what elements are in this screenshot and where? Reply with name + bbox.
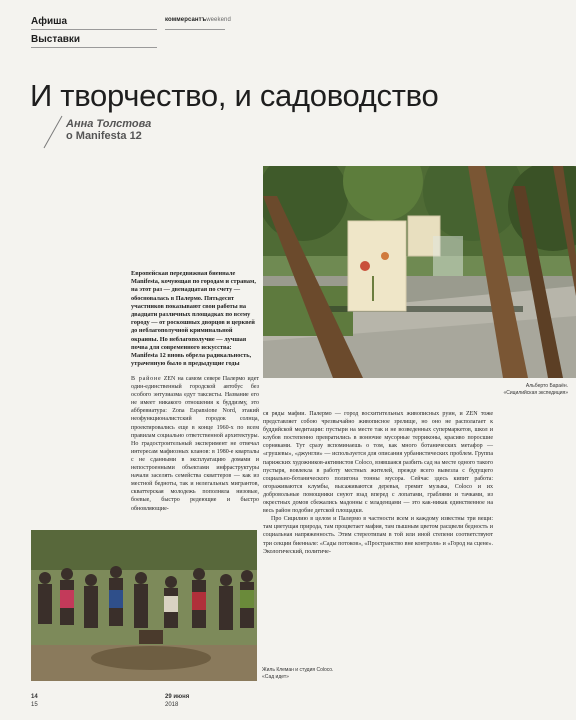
issue-year: 2018 — [165, 702, 179, 708]
body-paragraph: ся ряды мафии. Палермо — город восхитительных живописных руин, и ZEN тоже представляет собою чрезвычайно живописное зрелище, но оно не располагает к буддийской медитации: пустыри на месте так и не возведенных супермаркетов, школ и клубов постепенно превратились в вонючие мусорные терриконы, красиво поросшие сорняками. Тут сразу вспоминаешь о том, как много ботанических метафор — «грушевы», «джунгли» — используется для описания урбанистических проблем. Группа парижских художников-активистов Coloco, взявшаяся разбить сад на месте одного такого пустыря, вовлекла в работу местных жителей, прежде всего вывезла с будущего социально-ботанического полигона тонны мусора. Сейчас здесь кипит работа: огораживаются клумбы, высаживаются деревья, гремит музыка, Coloco и их добровольные помощники снуют взад вперед с лопатами, граблями и тачками, из окрестных домов сбежались мадонны с младенцами — это как-никак единственное на весь район подобие детской площадки. — [263, 411, 493, 515]
body-column-2 — [263, 410, 493, 556]
brand-logo — [165, 17, 231, 23]
article-topic: о Manifesta 12 — [66, 130, 142, 142]
brand-sub: weekend — [206, 17, 231, 23]
body-paragraph: Про Сицилию в целом и Палермо в частности всем и каждому известны три вещи: там цветущая природа, там процветает мафия, там пышным цветом расцвели бедность и социальная напряженность. Этим стереотипам в той или иной степени соответствуют три секции биеннале: «Сады потоков», «Пространство вне контроля» и «Город на сцене». Экологический, политиче- — [263, 516, 493, 555]
issue-date: 29 июня — [165, 694, 190, 700]
header-rule — [31, 47, 157, 48]
photo2-caption — [262, 667, 382, 681]
article-author: Анна Толстова — [66, 118, 152, 130]
article-lead: Европейская передвижная биеннале Manifesta, кочующая по городам и странам, на этот раз — двенадцатая по счету — обосновалась в Палермо. Пятьдесят участников показывают свои работы на двадцати различных площадках по всему городу — от роскошных дворцов и церквей до неблагополучной криминальной окраины. Но неблагополучие — лучшая почва для современного искусства: Manifesta 12 вновь обрела радикальность, утраченную было в предыдущие годы — [131, 270, 256, 368]
slash-ornament — [42, 114, 64, 150]
header-rule — [165, 29, 225, 30]
page-number-left: 14 — [31, 694, 38, 700]
body-column-1 — [131, 375, 259, 513]
section-label: Афиша — [31, 16, 68, 27]
header-rule — [31, 29, 157, 30]
caption-line: «Сад идет» — [262, 674, 289, 680]
caption-line: «Сицилийская экспедиция» — [503, 390, 568, 396]
caption-line: Жиль Клеман и студия Coloco. — [262, 667, 334, 673]
subsection-label: Выставки — [31, 34, 81, 45]
caption-line: Альберто Бараён. — [525, 383, 568, 389]
page-number-right: 15 — [31, 702, 38, 708]
photo-garden-moving — [31, 530, 257, 681]
brand-main: коммерсантъ — [165, 17, 207, 23]
dropin-words: В районе — [131, 376, 162, 382]
photo-sicilian-expedition — [263, 166, 576, 378]
photo1-caption — [418, 383, 568, 397]
article-headline: И творчество, и садоводство — [30, 78, 439, 113]
body-text: ZEN на самом севере Палермо идет один-единственный городской автобус без особого энтузиазма едут таксисты. Название его не имеет никакого отношения к буддизму, это аббревиатура: Zona Espansione Nord, этакий неофункционалистский городок солнца, проектировались еще в конце 1960-х по всем правилам социально ответственной архитектуры. Но градостроительный эксперимент не отвечал интересам мафиозных кланов: в 1980-е кварталы с не сданными в эксплуатацию домами и непостроенными объектами инфраструктуры начали заселять семейства скваттеров — как из местной бедноты, так и нелегальных мигрантов, скваттерская молодежь пополняла низовые, боевые, быстро редеющие и быстро обновляющие- — [131, 376, 260, 512]
